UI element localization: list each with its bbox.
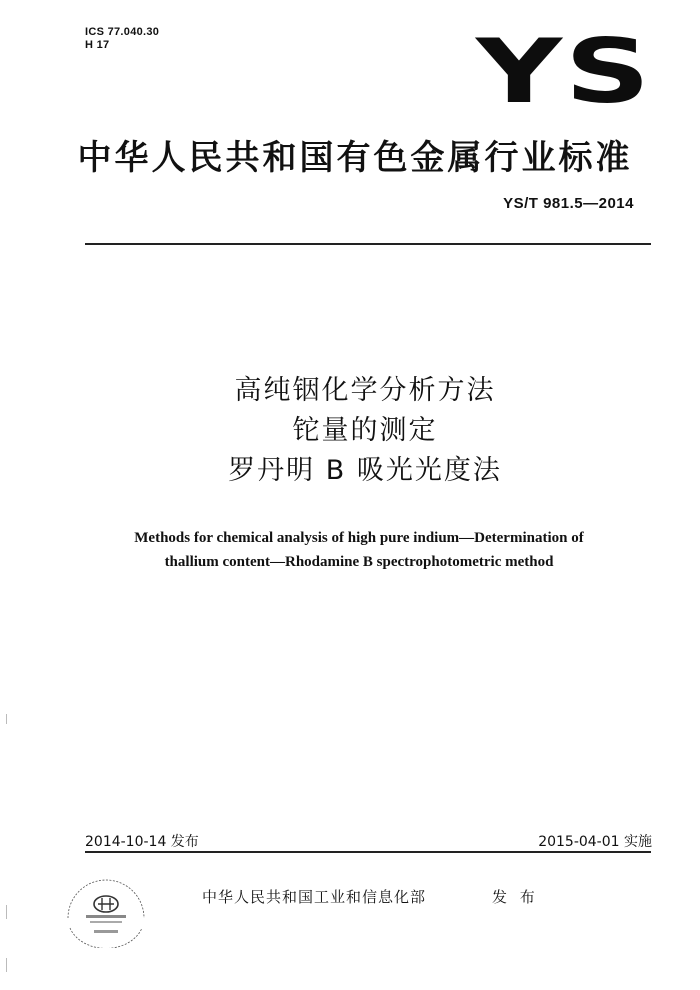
- chinese-title-line-1: 高纯铟化学分析方法: [234, 375, 496, 406]
- class-code: H 17: [85, 39, 110, 51]
- margin-mark: [6, 905, 7, 919]
- standard-number: YS/T 981.5—2014: [503, 195, 634, 212]
- ics-code: ICS 77.040.30: [85, 26, 160, 38]
- publish-label: 发 布: [492, 888, 539, 906]
- bottom-divider: [85, 851, 651, 853]
- chinese-title-line-2: 铊量的测定: [292, 415, 438, 446]
- ys-logo: YS: [476, 20, 653, 123]
- industry-standard-title: 中华人民共和国有色金属行业标准: [77, 138, 633, 178]
- margin-mark: [6, 958, 7, 972]
- chinese-title-line-3: 罗丹明 B 吸光光度法: [228, 455, 502, 486]
- issue-date: 2014-10-14 发布: [85, 834, 199, 850]
- distributor-stamp-icon: [60, 878, 152, 948]
- english-title-block: [0, 526, 700, 574]
- english-title-line-2: thallium content—Rhodamine B spectrophotometric method: [164, 554, 554, 570]
- chinese-title-block: [0, 371, 700, 491]
- top-divider: [85, 243, 651, 245]
- classification-codes: [85, 26, 159, 52]
- issuing-authority: 中华人民共和国工业和信息化部: [202, 888, 427, 906]
- english-title-line-1: Methods for chemical analysis of high pure indium—Determination of: [134, 530, 584, 546]
- implementation-date: 2015-04-01 实施: [538, 834, 652, 850]
- margin-mark: [6, 714, 7, 724]
